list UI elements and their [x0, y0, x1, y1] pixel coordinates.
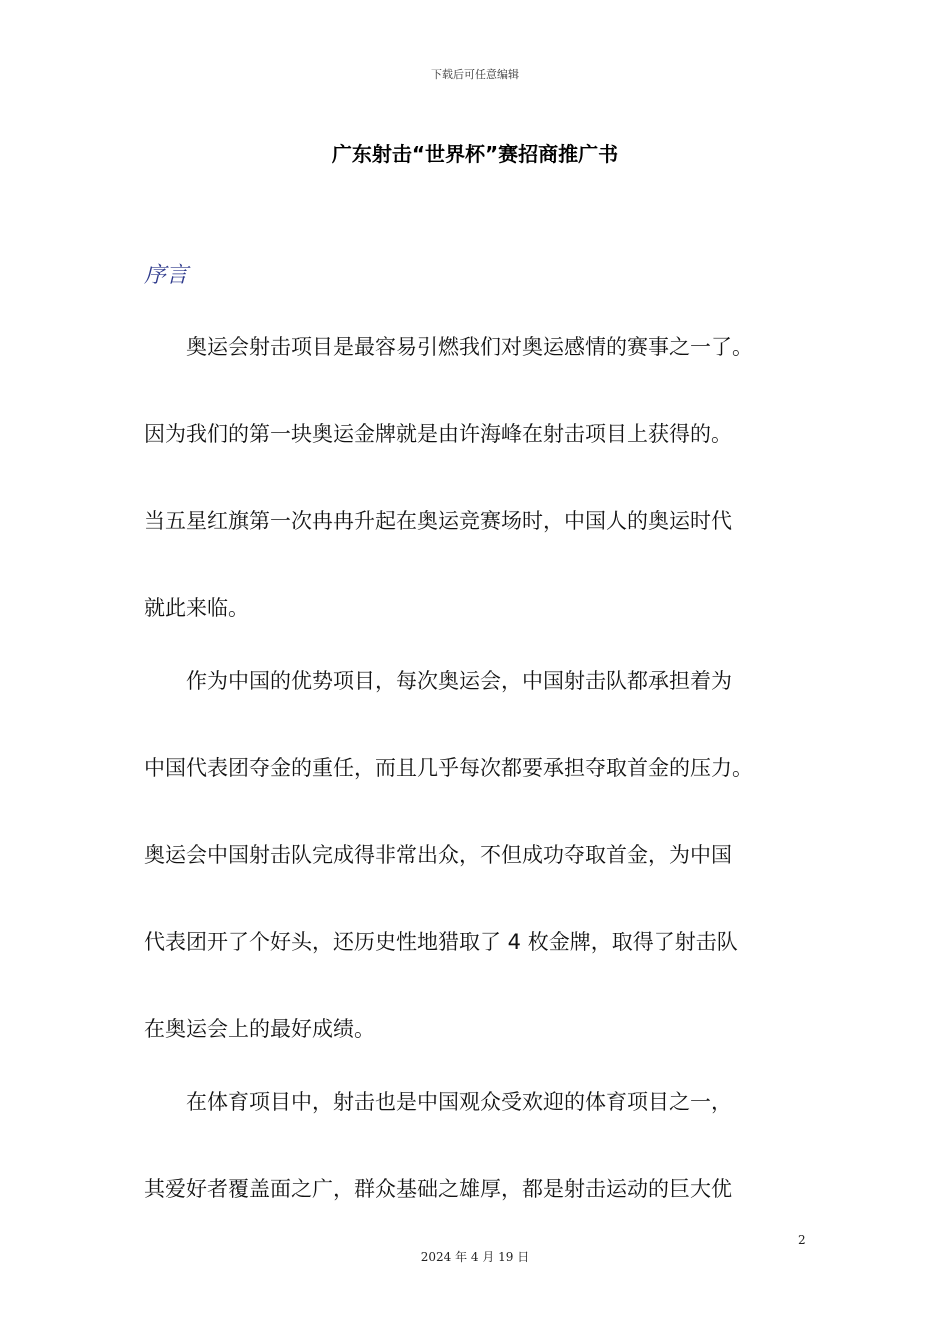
body-line: 在体育项目中，射击也是中国观众受欢迎的体育项目之一，	[144, 1090, 732, 1114]
section-heading: 序言	[144, 263, 189, 288]
body-line: 代表团开了个好头，还历史性地猎取了 4 枚金牌，取得了射击队	[144, 930, 738, 954]
body-line: 中国代表团夺金的重任，而且几乎每次都要承担夺取首金的压力。	[144, 756, 753, 780]
body-line: 在奥运会上的最好成绩。	[144, 1017, 375, 1041]
body-line: 其爱好者覆盖面之广，群众基础之雄厚，都是射击运动的巨大优	[144, 1177, 732, 1201]
footer-date: 2024 年 4 月 19 日	[420, 1250, 530, 1264]
page-number: 2	[798, 1233, 806, 1247]
body-line: 奥运会中国射击队完成得非常出众，不但成功夺取首金，为中国	[144, 843, 732, 867]
header-note: 下载后可任意编辑	[431, 68, 519, 81]
body-line: 作为中国的优势项目，每次奥运会，中国射击队都承担着为	[144, 669, 732, 693]
body-line: 奥运会射击项目是最容易引燃我们对奥运感情的赛事之一了。	[144, 335, 753, 359]
body-line: 因为我们的第一块奥运金牌就是由许海峰在射击项目上获得的。	[144, 422, 732, 446]
body-line: 就此来临。	[144, 596, 249, 620]
body-line: 当五星红旗第一次冉冉升起在奥运竞赛场时，中国人的奥运时代	[144, 509, 732, 533]
document-title: 广东射击“世界杯”赛招商推广书	[331, 142, 619, 166]
